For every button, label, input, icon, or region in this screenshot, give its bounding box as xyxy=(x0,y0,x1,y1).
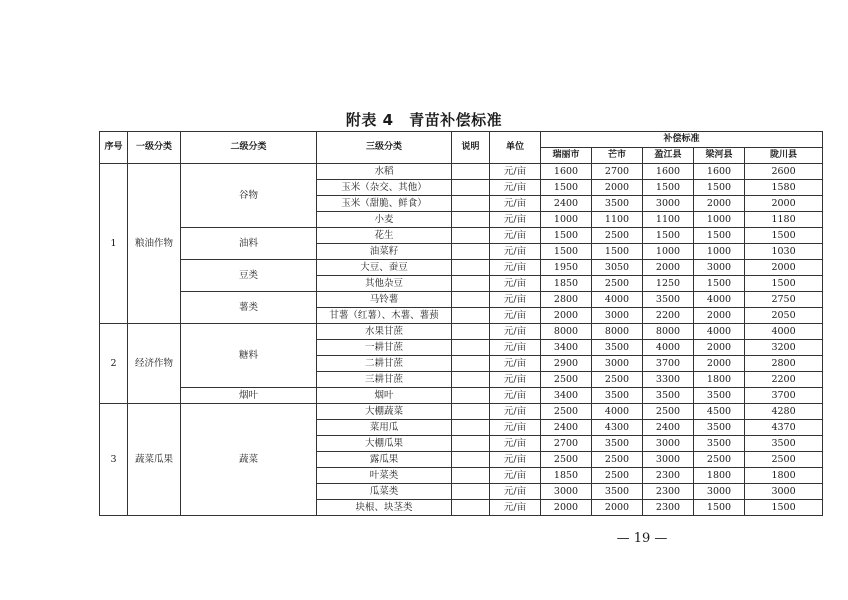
unit-cell: 元/亩 xyxy=(490,468,541,484)
value-cell: 4370 xyxy=(745,420,823,436)
value-cell: 2500 xyxy=(592,372,643,388)
level3-cell: 瓜菜类 xyxy=(317,484,452,500)
value-cell: 8000 xyxy=(592,324,643,340)
table-body xyxy=(100,164,823,516)
value-cell: 3500 xyxy=(643,292,694,308)
value-cell: 1500 xyxy=(694,180,745,196)
value-cell: 1800 xyxy=(694,372,745,388)
unit-cell: 元/亩 xyxy=(490,356,541,372)
value-cell: 3000 xyxy=(694,260,745,276)
value-cell: 1100 xyxy=(643,212,694,228)
value-cell: 1500 xyxy=(694,228,745,244)
value-cell: 2500 xyxy=(592,468,643,484)
value-cell: 1500 xyxy=(592,244,643,260)
unit-cell: 元/亩 xyxy=(490,372,541,388)
value-cell: 2400 xyxy=(541,196,592,212)
value-cell: 1500 xyxy=(694,276,745,292)
level2-cell: 薯类 xyxy=(181,292,317,324)
value-cell: 1180 xyxy=(745,212,823,228)
level1-cell: 粮油作物 xyxy=(128,164,181,324)
value-cell: 1800 xyxy=(745,468,823,484)
value-cell: 2200 xyxy=(745,372,823,388)
value-cell: 2800 xyxy=(745,356,823,372)
value-cell: 3000 xyxy=(745,484,823,500)
value-cell: 2900 xyxy=(541,356,592,372)
level3-cell: 三耕甘蔗 xyxy=(317,372,452,388)
level3-cell: 花生 xyxy=(317,228,452,244)
header-region: 梁河县 xyxy=(694,148,745,164)
note-cell xyxy=(452,484,490,500)
value-cell: 1600 xyxy=(541,164,592,180)
table-row xyxy=(100,260,823,276)
value-cell: 4300 xyxy=(592,420,643,436)
value-cell: 3000 xyxy=(643,196,694,212)
header-region: 盈江县 xyxy=(643,148,694,164)
unit-cell: 元/亩 xyxy=(490,180,541,196)
value-cell: 3500 xyxy=(694,420,745,436)
value-cell: 2000 xyxy=(592,500,643,516)
note-cell xyxy=(452,436,490,452)
value-cell: 1500 xyxy=(643,228,694,244)
table-row xyxy=(100,292,823,308)
header-note: 说明 xyxy=(452,132,490,164)
value-cell: 3500 xyxy=(745,436,823,452)
value-cell: 1000 xyxy=(541,212,592,228)
unit-cell: 元/亩 xyxy=(490,388,541,404)
value-cell: 3500 xyxy=(592,196,643,212)
level3-cell: 玉米（杂交、其他） xyxy=(317,180,452,196)
table-row xyxy=(100,164,823,180)
table-row xyxy=(100,324,823,340)
level3-cell: 一耕甘蔗 xyxy=(317,340,452,356)
value-cell: 2750 xyxy=(745,292,823,308)
level3-cell: 水稻 xyxy=(317,164,452,180)
value-cell: 2500 xyxy=(541,372,592,388)
note-cell xyxy=(452,420,490,436)
value-cell: 4000 xyxy=(592,404,643,420)
value-cell: 2500 xyxy=(643,404,694,420)
row-index: 2 xyxy=(100,324,128,404)
value-cell: 3000 xyxy=(592,308,643,324)
unit-cell: 元/亩 xyxy=(490,292,541,308)
level3-cell: 油菜籽 xyxy=(317,244,452,260)
note-cell xyxy=(452,244,490,260)
value-cell: 3300 xyxy=(643,372,694,388)
value-cell: 3400 xyxy=(541,340,592,356)
value-cell: 3000 xyxy=(541,484,592,500)
value-cell: 3000 xyxy=(643,452,694,468)
level3-cell: 烟叶 xyxy=(317,388,452,404)
value-cell: 8000 xyxy=(643,324,694,340)
unit-cell: 元/亩 xyxy=(490,420,541,436)
value-cell: 2000 xyxy=(541,500,592,516)
note-cell xyxy=(452,276,490,292)
value-cell: 1500 xyxy=(694,500,745,516)
level3-cell: 玉米（甜脆、鲜食） xyxy=(317,196,452,212)
value-cell: 4000 xyxy=(745,324,823,340)
value-cell: 2000 xyxy=(592,180,643,196)
value-cell: 1500 xyxy=(541,180,592,196)
value-cell: 2000 xyxy=(745,260,823,276)
header-region: 陇川县 xyxy=(745,148,823,164)
value-cell: 2000 xyxy=(745,196,823,212)
note-cell xyxy=(452,228,490,244)
value-cell: 3500 xyxy=(592,340,643,356)
note-cell xyxy=(452,260,490,276)
value-cell: 2500 xyxy=(592,228,643,244)
value-cell: 4000 xyxy=(694,324,745,340)
value-cell: 3200 xyxy=(745,340,823,356)
level3-cell: 块根、块茎类 xyxy=(317,500,452,516)
level3-cell: 水果甘蔗 xyxy=(317,324,452,340)
note-cell xyxy=(452,500,490,516)
page-title: 附表 4 青苗补偿标准 xyxy=(345,111,503,129)
level3-cell: 其他杂豆 xyxy=(317,276,452,292)
value-cell: 1250 xyxy=(643,276,694,292)
note-cell xyxy=(452,180,490,196)
level3-cell: 二耕甘蔗 xyxy=(317,356,452,372)
note-cell xyxy=(452,212,490,228)
level3-cell: 露瓜果 xyxy=(317,452,452,468)
note-cell xyxy=(452,356,490,372)
value-cell: 1500 xyxy=(745,228,823,244)
note-cell xyxy=(452,292,490,308)
page-number: — 19 — xyxy=(616,531,668,546)
value-cell: 4000 xyxy=(694,292,745,308)
value-cell: 1600 xyxy=(694,164,745,180)
value-cell: 2500 xyxy=(694,452,745,468)
unit-cell: 元/亩 xyxy=(490,340,541,356)
table-row xyxy=(100,404,823,420)
note-cell xyxy=(452,308,490,324)
header-index: 序号 xyxy=(100,132,128,164)
note-cell xyxy=(452,404,490,420)
unit-cell: 元/亩 xyxy=(490,404,541,420)
value-cell: 3500 xyxy=(592,484,643,500)
level2-cell: 豆类 xyxy=(181,260,317,292)
unit-cell: 元/亩 xyxy=(490,308,541,324)
note-cell xyxy=(452,196,490,212)
note-cell xyxy=(452,340,490,356)
unit-cell: 元/亩 xyxy=(490,260,541,276)
value-cell: 3500 xyxy=(592,436,643,452)
value-cell: 1850 xyxy=(541,276,592,292)
value-cell: 4000 xyxy=(643,340,694,356)
value-cell: 1000 xyxy=(643,244,694,260)
value-cell: 3000 xyxy=(592,356,643,372)
value-cell: 4000 xyxy=(592,292,643,308)
unit-cell: 元/亩 xyxy=(490,500,541,516)
value-cell: 1030 xyxy=(745,244,823,260)
value-cell: 2400 xyxy=(643,420,694,436)
value-cell: 3500 xyxy=(694,436,745,452)
table-row xyxy=(100,388,823,404)
value-cell: 2000 xyxy=(541,308,592,324)
unit-cell: 元/亩 xyxy=(490,212,541,228)
value-cell: 1000 xyxy=(694,212,745,228)
level3-cell: 甘薯（红薯）、木薯、薯蓣 xyxy=(317,308,452,324)
value-cell: 3700 xyxy=(643,356,694,372)
unit-cell: 元/亩 xyxy=(490,484,541,500)
value-cell: 2000 xyxy=(694,340,745,356)
value-cell: 2200 xyxy=(643,308,694,324)
unit-cell: 元/亩 xyxy=(490,244,541,260)
unit-cell: 元/亩 xyxy=(490,164,541,180)
value-cell: 2000 xyxy=(694,356,745,372)
level3-cell: 大豆、蚕豆 xyxy=(317,260,452,276)
compensation-table xyxy=(99,131,823,516)
level2-cell: 油料 xyxy=(181,228,317,260)
level3-cell: 马铃薯 xyxy=(317,292,452,308)
value-cell: 2000 xyxy=(694,196,745,212)
note-cell xyxy=(452,164,490,180)
value-cell: 1500 xyxy=(541,228,592,244)
note-cell xyxy=(452,324,490,340)
level1-cell: 经济作物 xyxy=(128,324,181,404)
value-cell: 2500 xyxy=(592,276,643,292)
header-region: 芒市 xyxy=(592,148,643,164)
header-level2: 二级分类 xyxy=(181,132,317,164)
value-cell: 1500 xyxy=(745,276,823,292)
level2-cell: 烟叶 xyxy=(181,388,317,404)
value-cell: 3000 xyxy=(643,436,694,452)
value-cell: 1500 xyxy=(541,244,592,260)
value-cell: 2700 xyxy=(541,436,592,452)
value-cell: 2050 xyxy=(745,308,823,324)
value-cell: 3400 xyxy=(541,388,592,404)
value-cell: 2500 xyxy=(541,452,592,468)
row-index: 3 xyxy=(100,404,128,516)
table-row xyxy=(100,228,823,244)
level3-cell: 大棚瓜果 xyxy=(317,436,452,452)
value-cell: 2000 xyxy=(694,308,745,324)
row-index: 1 xyxy=(100,164,128,324)
level3-cell: 叶菜类 xyxy=(317,468,452,484)
value-cell: 3500 xyxy=(592,388,643,404)
value-cell: 4280 xyxy=(745,404,823,420)
note-cell xyxy=(452,468,490,484)
value-cell: 2000 xyxy=(643,260,694,276)
value-cell: 2600 xyxy=(745,164,823,180)
header-unit: 单位 xyxy=(490,132,541,164)
value-cell: 2800 xyxy=(541,292,592,308)
value-cell: 1000 xyxy=(694,244,745,260)
value-cell: 2500 xyxy=(592,452,643,468)
value-cell: 3500 xyxy=(694,388,745,404)
level1-cell: 蔬菜瓜果 xyxy=(128,404,181,516)
unit-cell: 元/亩 xyxy=(490,324,541,340)
value-cell: 2400 xyxy=(541,420,592,436)
value-cell: 1850 xyxy=(541,468,592,484)
value-cell: 2500 xyxy=(541,404,592,420)
header-compensation: 补偿标准 xyxy=(541,132,823,148)
level3-cell: 菜用瓜 xyxy=(317,420,452,436)
value-cell: 3050 xyxy=(592,260,643,276)
value-cell: 1500 xyxy=(643,180,694,196)
unit-cell: 元/亩 xyxy=(490,196,541,212)
unit-cell: 元/亩 xyxy=(490,276,541,292)
value-cell: 2700 xyxy=(592,164,643,180)
level2-cell: 蔬菜 xyxy=(181,404,317,516)
note-cell xyxy=(452,452,490,468)
level2-cell: 谷物 xyxy=(181,164,317,228)
value-cell: 1500 xyxy=(745,500,823,516)
value-cell: 1800 xyxy=(694,468,745,484)
value-cell: 3000 xyxy=(694,484,745,500)
value-cell: 2300 xyxy=(643,468,694,484)
note-cell xyxy=(452,372,490,388)
unit-cell: 元/亩 xyxy=(490,228,541,244)
level2-cell: 糖料 xyxy=(181,324,317,388)
note-cell xyxy=(452,388,490,404)
value-cell: 3500 xyxy=(643,388,694,404)
header-region: 瑞丽市 xyxy=(541,148,592,164)
value-cell: 1950 xyxy=(541,260,592,276)
unit-cell: 元/亩 xyxy=(490,452,541,468)
value-cell: 3700 xyxy=(745,388,823,404)
level3-cell: 小麦 xyxy=(317,212,452,228)
value-cell: 2300 xyxy=(643,484,694,500)
value-cell: 1100 xyxy=(592,212,643,228)
level3-cell: 大棚蔬菜 xyxy=(317,404,452,420)
value-cell: 8000 xyxy=(541,324,592,340)
value-cell: 2300 xyxy=(643,500,694,516)
value-cell: 1600 xyxy=(643,164,694,180)
value-cell: 1580 xyxy=(745,180,823,196)
header-level1: 一级分类 xyxy=(128,132,181,164)
header-level3: 三级分类 xyxy=(317,132,452,164)
unit-cell: 元/亩 xyxy=(490,436,541,452)
value-cell: 4500 xyxy=(694,404,745,420)
header-row-1 xyxy=(100,132,823,148)
value-cell: 2500 xyxy=(745,452,823,468)
